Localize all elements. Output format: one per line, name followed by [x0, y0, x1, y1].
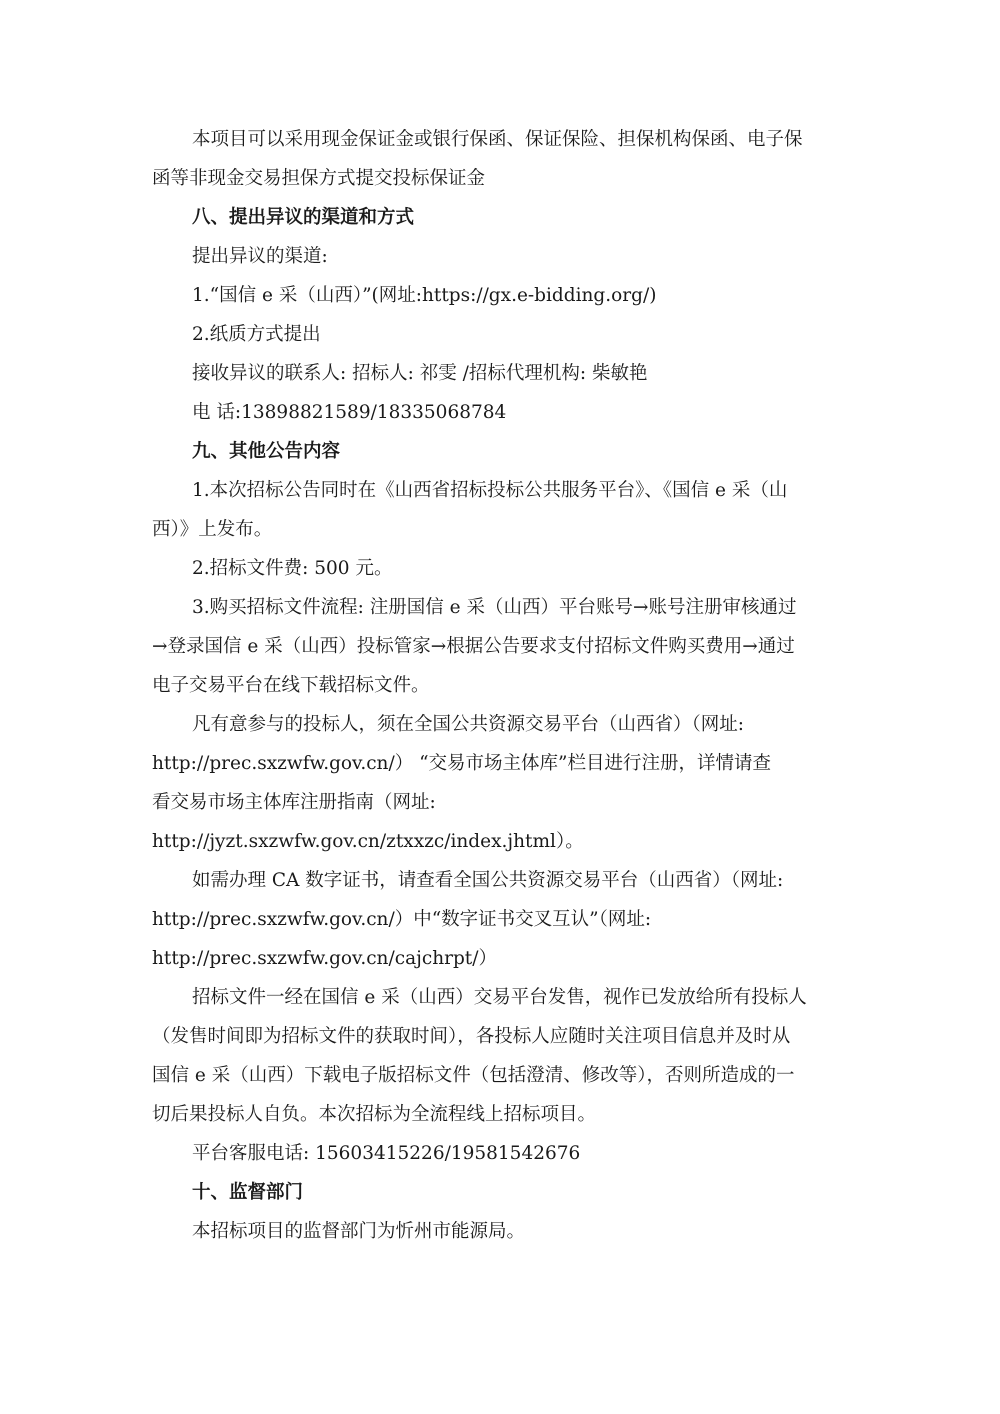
paragraph-line: 本招标项目的监督部门为忻州市能源局。	[192, 1221, 526, 1242]
paragraph-line: 提出异议的渠道:	[192, 246, 328, 267]
paragraph-line: http://prec.sxzwfw.gov.cn/）中“数字证书交叉互认”（网址:	[152, 909, 652, 930]
paragraph-line: 国信 e 采（山西）下载电子版招标文件（包括澄清、修改等），否则所造成的一	[152, 1065, 795, 1086]
paragraph-line: 3.购买招标文件流程: 注册国信 e 采（山西）平台账号→账号注册审核通过	[192, 597, 797, 618]
paragraph-line: 接收异议的联系人: 招标人: 祁雯 /招标代理机构: 柴敏艳	[192, 363, 648, 384]
paragraph-line: 凡有意参与的投标人，须在全国公共资源交易平台（山西省）（网址:	[192, 714, 744, 735]
paragraph-line: 1.本次招标公告同时在《山西省招标投标公共服务平台》、《国信 e 采（山	[192, 480, 788, 501]
paragraph-line: 电 话:13898821589/18335068784	[192, 402, 507, 423]
section-heading: 十、监督部门	[192, 1182, 304, 1203]
paragraph-line: http://prec.sxzwfw.gov.cn/） “交易市场主体库”栏目进行注册，详情请查	[152, 753, 772, 774]
paragraph-line: 西）》上发布。	[152, 519, 273, 540]
paragraph-line: 看交易市场主体库注册指南（网址:	[152, 792, 436, 813]
section-heading: 九、其他公告内容	[192, 441, 341, 462]
paragraph-line: 平台客服电话: 15603415226/19581542676	[192, 1143, 581, 1164]
paragraph-line: http://jyzt.sxzwfw.gov.cn/ztxxzc/index.jhtml）。	[152, 831, 584, 852]
paragraph-line: 2.纸质方式提出	[192, 324, 321, 345]
paragraph-line: →登录国信 e 采（山西）投标管家→根据公告要求支付招标文件购买费用→通过	[152, 636, 795, 657]
paragraph-line: 1.“国信 e 采（山西）”(网址:https://gx.e-bidding.org/)	[192, 285, 657, 306]
paragraph-line: 招标文件一经在国信 e 采（山西）交易平台发售，视作已发放给所有投标人	[192, 987, 807, 1008]
paragraph-line: （发售时间即为招标文件的获取时间），各投标人应随时关注项目信息并及时从	[152, 1026, 791, 1047]
section-heading: 八、提出异议的渠道和方式	[192, 207, 415, 228]
paragraph-line: 2.招标文件费: 500 元。	[192, 558, 393, 579]
paragraph-line: 切后果投标人自负。本次招标为全流程线上招标项目。	[152, 1104, 597, 1125]
paragraph-line: 电子交易平台在线下载招标文件。	[152, 675, 430, 696]
paragraph-line: http://prec.sxzwfw.gov.cn/cajchrpt/）	[152, 948, 497, 969]
paragraph-line: 本项目可以采用现金保证金或银行保函、保证保险、担保机构保函、电子保	[192, 129, 803, 150]
paragraph-line: 函等非现金交易担保方式提交投标保证金	[152, 168, 486, 189]
paragraph-line: 如需办理 CA 数字证书，请查看全国公共资源交易平台（山西省）（网址:	[192, 870, 784, 891]
